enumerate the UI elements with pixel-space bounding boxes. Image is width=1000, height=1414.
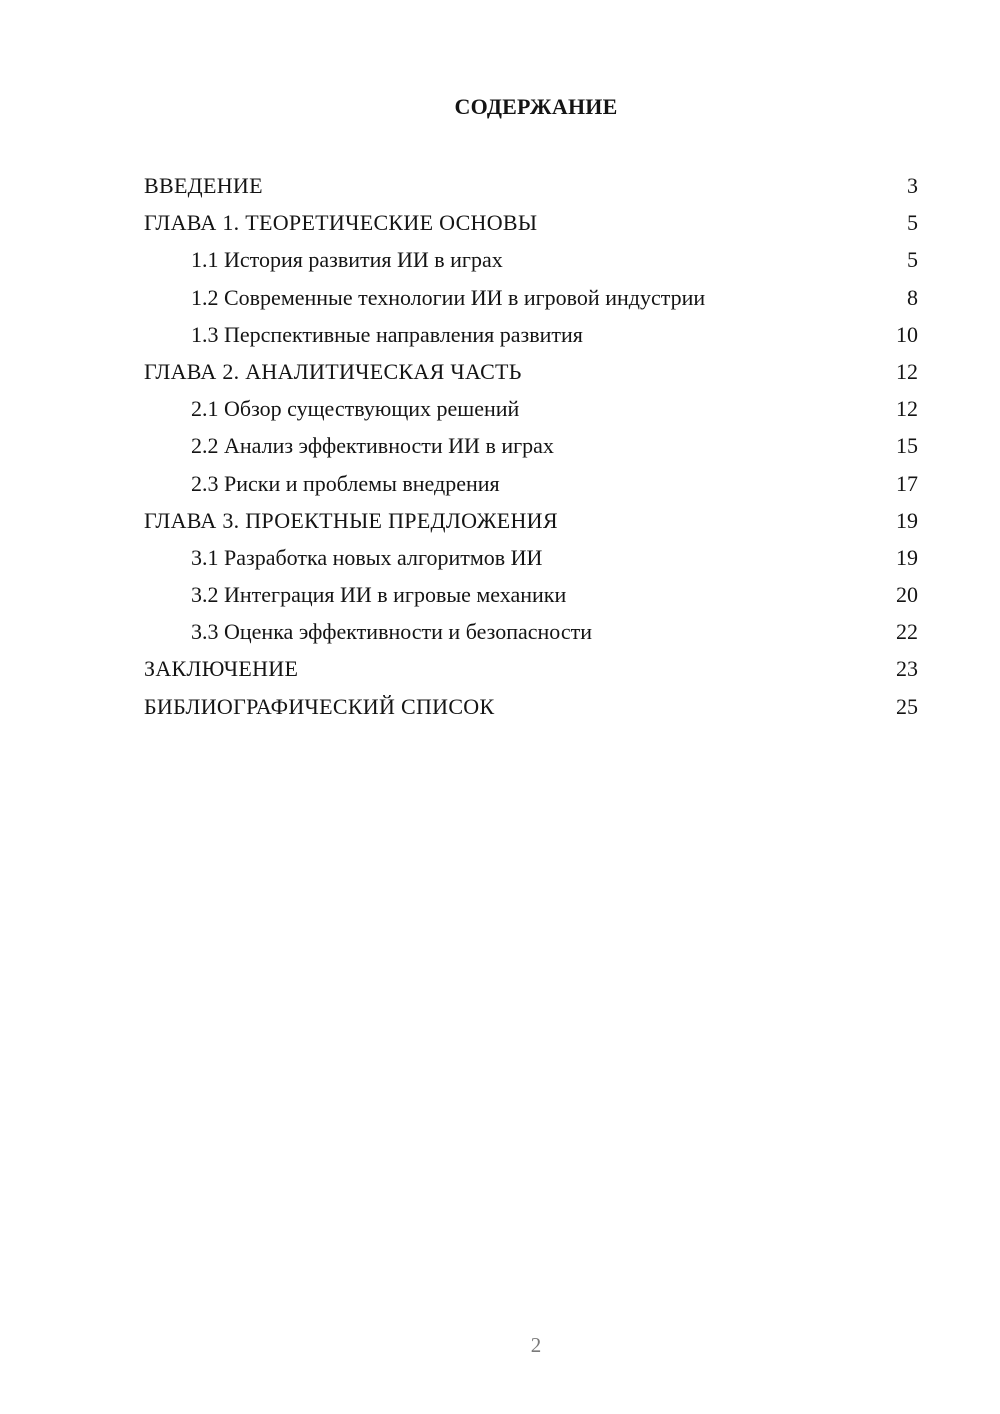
toc-entry-page: 15 bbox=[896, 433, 918, 459]
toc-entry-section-3-3[interactable] bbox=[144, 613, 918, 650]
toc-entry-page: 23 bbox=[896, 656, 918, 682]
toc-entry-section-2-1[interactable] bbox=[144, 390, 918, 427]
toc-entry-introduction[interactable] bbox=[144, 167, 918, 204]
toc-entry-label: 1.2 Современные технологии ИИ в игровой индустрии bbox=[191, 284, 706, 310]
toc-entry-page: 12 bbox=[896, 396, 918, 422]
toc-entry-conclusion[interactable] bbox=[144, 650, 918, 687]
toc-entry-label: ВВЕДЕНИЕ bbox=[144, 173, 263, 198]
toc-entry-page: 17 bbox=[896, 470, 918, 496]
toc-entry-label: 2.1 Обзор существующих решений bbox=[191, 396, 520, 422]
toc-entry-bibliography[interactable] bbox=[144, 688, 918, 725]
toc-entry-label: 1.1 История развития ИИ в играх bbox=[191, 247, 503, 273]
page-title: СОДЕРЖАНИЕ bbox=[454, 94, 618, 119]
toc-entry-label: 2.3 Риски и проблемы внедрения bbox=[191, 470, 500, 496]
toc-entry-label: 1.3 Перспективные направления развития bbox=[191, 321, 583, 347]
toc-entry-chapter-3[interactable] bbox=[144, 502, 918, 539]
toc-entry-label: 3.3 Оценка эффективности и безопасности bbox=[191, 619, 592, 645]
toc-entry-chapter-1[interactable] bbox=[144, 204, 918, 241]
toc-entry-page: 5 bbox=[907, 210, 918, 236]
toc-entry-section-3-2[interactable] bbox=[144, 576, 918, 613]
toc-entry-section-2-2[interactable] bbox=[144, 427, 918, 464]
toc-entry-label: 3.2 Интеграция ИИ в игровые механики bbox=[191, 582, 567, 608]
toc-entry-label: БИБЛИОГРАФИЧЕСКИЙ СПИСОК bbox=[144, 693, 495, 719]
toc-entry-page: 22 bbox=[896, 619, 918, 645]
table-of-contents bbox=[144, 167, 918, 725]
toc-entry-page: 8 bbox=[907, 284, 918, 310]
toc-entry-label: 3.1 Разработка новых алгоритмов ИИ bbox=[191, 544, 543, 570]
toc-entry-page: 10 bbox=[896, 321, 918, 347]
toc-entry-label: ЗАКЛЮЧЕНИЕ bbox=[144, 656, 299, 682]
toc-entry-section-2-3[interactable] bbox=[144, 465, 918, 502]
toc-entry-page: 25 bbox=[896, 693, 918, 719]
toc-entry-page: 5 bbox=[907, 247, 918, 273]
toc-entry-section-1-2[interactable] bbox=[144, 279, 918, 316]
toc-entry-page: 3 bbox=[907, 173, 918, 198]
page-number: 2 bbox=[530, 1333, 542, 1357]
toc-entry-chapter-2[interactable] bbox=[144, 353, 918, 390]
toc-entry-label: ГЛАВА 2. АНАЛИТИЧЕСКАЯ ЧАСТЬ bbox=[144, 358, 522, 384]
toc-entry-section-1-1[interactable] bbox=[144, 241, 918, 278]
toc-entry-section-3-1[interactable] bbox=[144, 539, 918, 576]
toc-entry-page: 19 bbox=[896, 544, 918, 570]
toc-entry-label: ГЛАВА 1. ТЕОРЕТИЧЕСКИЕ ОСНОВЫ bbox=[144, 210, 538, 236]
toc-entry-page: 19 bbox=[896, 507, 918, 533]
toc-entry-page: 12 bbox=[896, 358, 918, 384]
toc-entry-label: 2.2 Анализ эффективности ИИ в играх bbox=[191, 433, 554, 459]
toc-entry-section-1-3[interactable] bbox=[144, 316, 918, 353]
toc-entry-label: ГЛАВА 3. ПРОЕКТНЫЕ ПРЕДЛОЖЕНИЯ bbox=[144, 507, 558, 533]
toc-entry-page: 20 bbox=[896, 582, 918, 608]
